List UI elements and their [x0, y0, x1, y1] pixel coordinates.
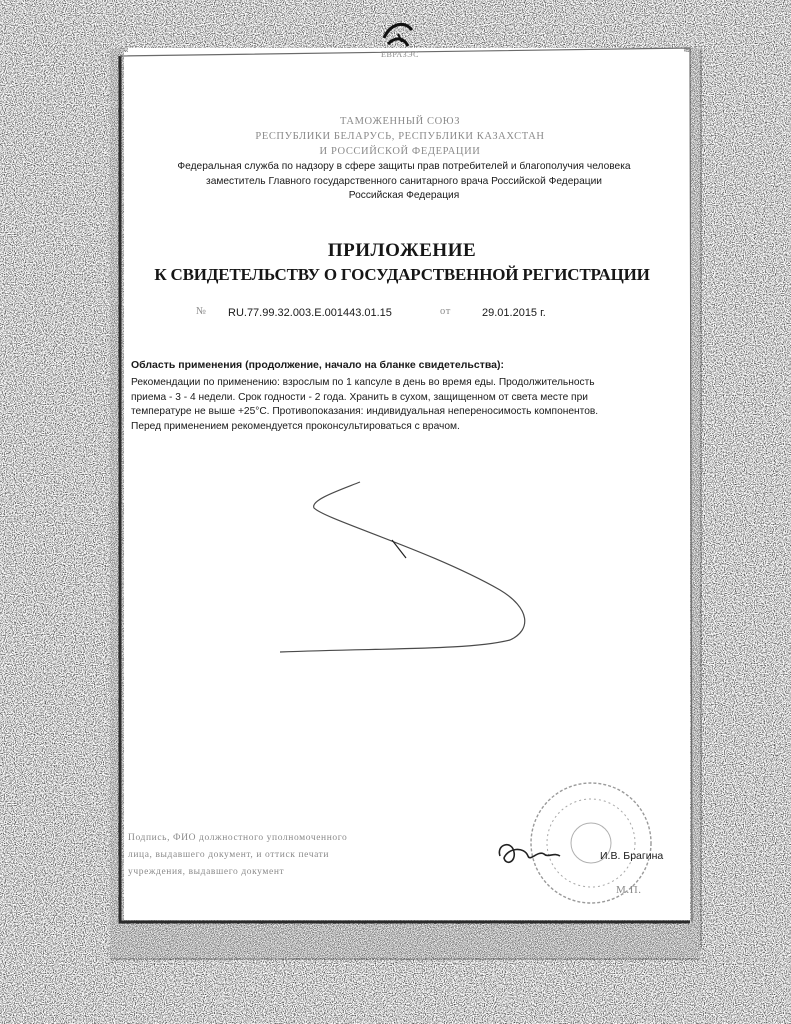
- agency-line-3: Российская Федерация: [348, 190, 460, 201]
- agency-line-2: заместитель Главного государственного санитарного врача Российской Федерации: [206, 176, 602, 187]
- caption-line: лица, выдавшего документ, и оттиск печати: [128, 850, 330, 860]
- registration-line: [196, 306, 596, 322]
- registration-number: RU.77.99.32.003.Е.001443.01.15: [228, 307, 392, 319]
- body-line: Рекомендации по применению: взрослым по 1 капсуле в день во время еды. Продолжительность: [131, 377, 595, 388]
- signature-caption: [128, 830, 448, 881]
- z-strike-line: [270, 480, 550, 660]
- body-line: приема - 3 - 4 недели. Срок годности - 2 года. Хранить в сухом, защищенном от света месте при: [131, 391, 588, 403]
- emblem-caption: ЕВРАЗЭС: [380, 50, 420, 59]
- registration-date-prefix: от: [440, 306, 451, 317]
- union-line-1: ТАМОЖЕННЫЙ СОЮЗ: [339, 116, 461, 127]
- caption-line: учреждения, выдавшего документ: [128, 867, 285, 877]
- page-title: ПРИЛОЖЕНИЕ: [327, 240, 477, 261]
- body-line: Перед применением рекомендуется проконсультироваться с врачом.: [131, 420, 460, 432]
- stamp-mark: М.П.: [616, 884, 642, 896]
- section-heading: Область применения (продолжение, начало на бланке свидетельства):: [131, 359, 504, 371]
- body-text: [131, 376, 679, 434]
- union-line-2: РЕСПУБЛИКИ БЕЛАРУСЬ, РЕСПУБЛИКИ КАЗАХСТАН: [255, 131, 545, 142]
- registration-number-prefix: №: [196, 306, 207, 317]
- union-line-3: И РОССИЙСКОЙ ФЕДЕРАЦИИ: [319, 146, 481, 157]
- signatory-name: И.В. Брагина: [600, 850, 664, 862]
- signature-mark: [494, 836, 564, 872]
- agency-line-1: Федеральная служба по надзору в сфере защиты прав потребителей и благополучия человека: [177, 161, 631, 172]
- registration-date: 29.01.2015 г.: [482, 307, 546, 319]
- body-line: температуре не выше +25°С. Противопоказания: индивидуальная непереносимость компонентов.: [131, 406, 599, 417]
- page-subtitle: К СВИДЕТЕЛЬСТВУ О ГОСУДАРСТВЕННОЙ РЕГИСТРАЦИИ: [154, 265, 650, 284]
- caption-line: Подпись, ФИО должностного уполномоченного: [128, 833, 348, 843]
